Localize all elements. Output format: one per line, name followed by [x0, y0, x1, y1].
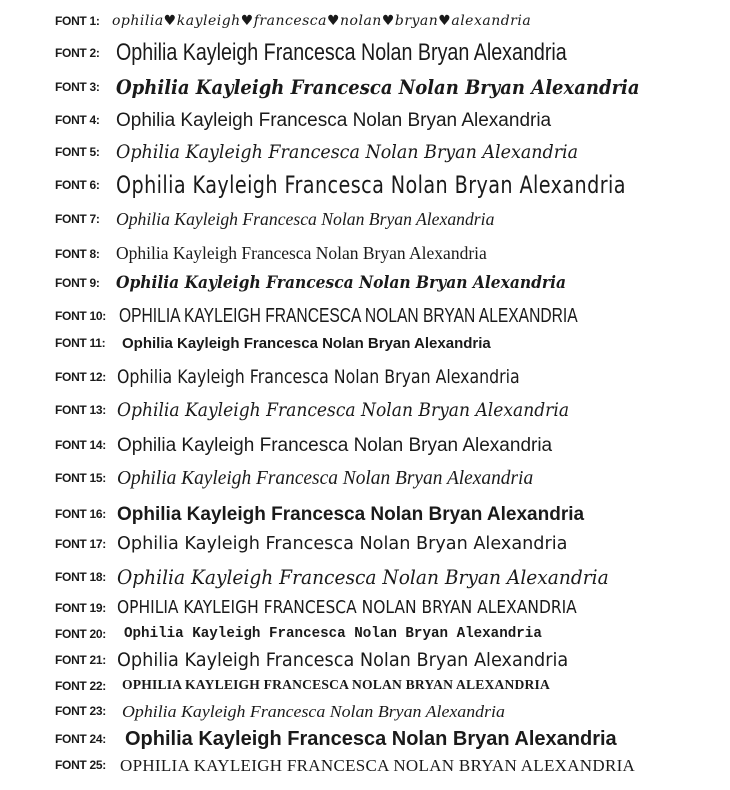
font-label: FONT 11:: [55, 336, 106, 350]
font-sample: Ophilia Kayleigh Francesca Nolan Bryan Alexandria: [116, 272, 566, 293]
font-label: FONT 16:: [55, 507, 106, 521]
font-row-5: [0, 138, 730, 166]
font-row-10: [0, 302, 730, 330]
font-label: FONT 6:: [55, 178, 100, 192]
font-sample: Ophilia Kayleigh Francesca Nolan Bryan Alexandria: [116, 109, 552, 131]
font-label: FONT 20:: [55, 627, 106, 641]
font-label: FONT 8:: [55, 247, 100, 261]
font-sample: Ophilia Kayleigh Francesca Nolan Bryan Alexandria: [117, 503, 585, 525]
font-sample: Ophilia Kayleigh Francesca Nolan Bryan Alexandria: [117, 398, 570, 421]
font-sample: Ophilia Kayleigh Francesca Nolan Bryan Alexandria: [116, 243, 487, 264]
font-sample: Ophilia Kayleigh Francesca Nolan Bryan Alexandria: [116, 209, 495, 229]
font-label: FONT 12:: [55, 370, 106, 384]
font-row-4: [0, 106, 730, 134]
font-sample: Ophilia Kayleigh Francesca Nolan Bryan Alexandria: [116, 140, 579, 163]
font-label: FONT 23:: [55, 704, 106, 718]
font-sample: Ophilia Kayleigh Francesca Nolan Bryan Alexandria: [117, 648, 569, 671]
font-row-14: [0, 431, 730, 459]
font-sample: Ophilia Kayleigh Francesca Nolan Bryan Alexandria: [116, 75, 640, 99]
font-label: FONT 10:: [55, 309, 106, 323]
font-label: FONT 1:: [55, 14, 100, 28]
font-sample: Ophilia Kayleigh Francesca Nolan Bryan Alexandria: [117, 467, 534, 489]
font-label: FONT 2:: [55, 46, 100, 60]
font-row-20: [0, 622, 730, 646]
font-row-6: [0, 170, 730, 200]
font-label: FONT 22:: [55, 679, 106, 693]
font-row-16: [0, 500, 730, 528]
font-label: FONT 21:: [55, 653, 106, 667]
font-label: FONT 14:: [55, 438, 106, 452]
font-label: FONT 17:: [55, 537, 106, 551]
font-row-1: [0, 9, 730, 33]
font-row-2: [0, 38, 730, 68]
font-row-11: [0, 331, 730, 355]
font-sample: Ophilia Kayleigh Francesca Nolan Bryan Alexandria: [122, 334, 491, 352]
font-label: FONT 3:: [55, 80, 100, 94]
font-sample: Ophilia Kayleigh Francesca Nolan Bryan Alexandria: [116, 39, 567, 66]
font-label: FONT 7:: [55, 212, 100, 226]
font-sample: OPHILIA KAYLEIGH FRANCESCA NOLAN BRYAN ALEXANDRIA: [117, 597, 577, 618]
font-label: FONT 24:: [55, 732, 106, 746]
font-label: FONT 9:: [55, 276, 100, 290]
font-label: FONT 19:: [55, 601, 106, 615]
font-sample: OPHILIA KAYLEIGH FRANCESCA NOLAN BRYAN ALEXANDRIA: [119, 305, 578, 327]
font-row-21: [0, 646, 730, 674]
font-sample: Ophilia Kayleigh Francesca Nolan Bryan Alexandria: [122, 701, 505, 721]
font-row-9: [0, 270, 730, 296]
font-sample: OPHILIA KAYLEIGH FRANCESCA NOLAN BRYAN ALEXANDRIA: [122, 678, 550, 693]
font-row-8: [0, 241, 730, 267]
font-label: FONT 18:: [55, 570, 106, 584]
font-sample: OPHILIA KAYLEIGH FRANCESCA NOLAN BRYAN ALEXANDRIA: [120, 755, 636, 775]
font-row-12: [0, 363, 730, 391]
font-sample: Ophilia Kayleigh Francesca Nolan Bryan Alexandria: [117, 565, 609, 589]
font-row-3: [0, 72, 730, 102]
font-row-15: [0, 463, 730, 493]
font-row-22: [0, 675, 730, 697]
font-row-13: [0, 394, 730, 426]
font-label: FONT 25:: [55, 758, 106, 772]
font-row-23: [0, 697, 730, 725]
font-sample: ophilia♥kayleigh♥francesca♥nolan♥bryan♥alexandria: [112, 13, 532, 29]
font-sample: Ophilia Kayleigh Francesca Nolan Bryan Alexandria: [117, 533, 568, 554]
font-row-18: [0, 561, 730, 593]
font-sample: Ophilia Kayleigh Francesca Nolan Bryan Alexandria: [124, 625, 542, 642]
font-sample: Ophilia Kayleigh Francesca Nolan Bryan Alexandria: [117, 365, 520, 388]
font-sample: Ophilia Kayleigh Francesca Nolan Bryan Alexandria: [117, 434, 553, 456]
font-label: FONT 4:: [55, 113, 100, 127]
font-row-25: [0, 753, 730, 777]
font-sample: Ophilia Kayleigh Francesca Nolan Bryan Alexandria: [116, 171, 626, 199]
font-label: FONT 5:: [55, 145, 100, 159]
font-row-24: [0, 725, 730, 753]
font-sample: Ophilia Kayleigh Francesca Nolan Bryan Alexandria: [125, 728, 617, 750]
font-row-17: [0, 530, 730, 558]
font-label: FONT 13:: [55, 403, 106, 417]
font-row-19: [0, 594, 730, 622]
font-label: FONT 15:: [55, 471, 106, 485]
font-row-7: [0, 204, 730, 234]
